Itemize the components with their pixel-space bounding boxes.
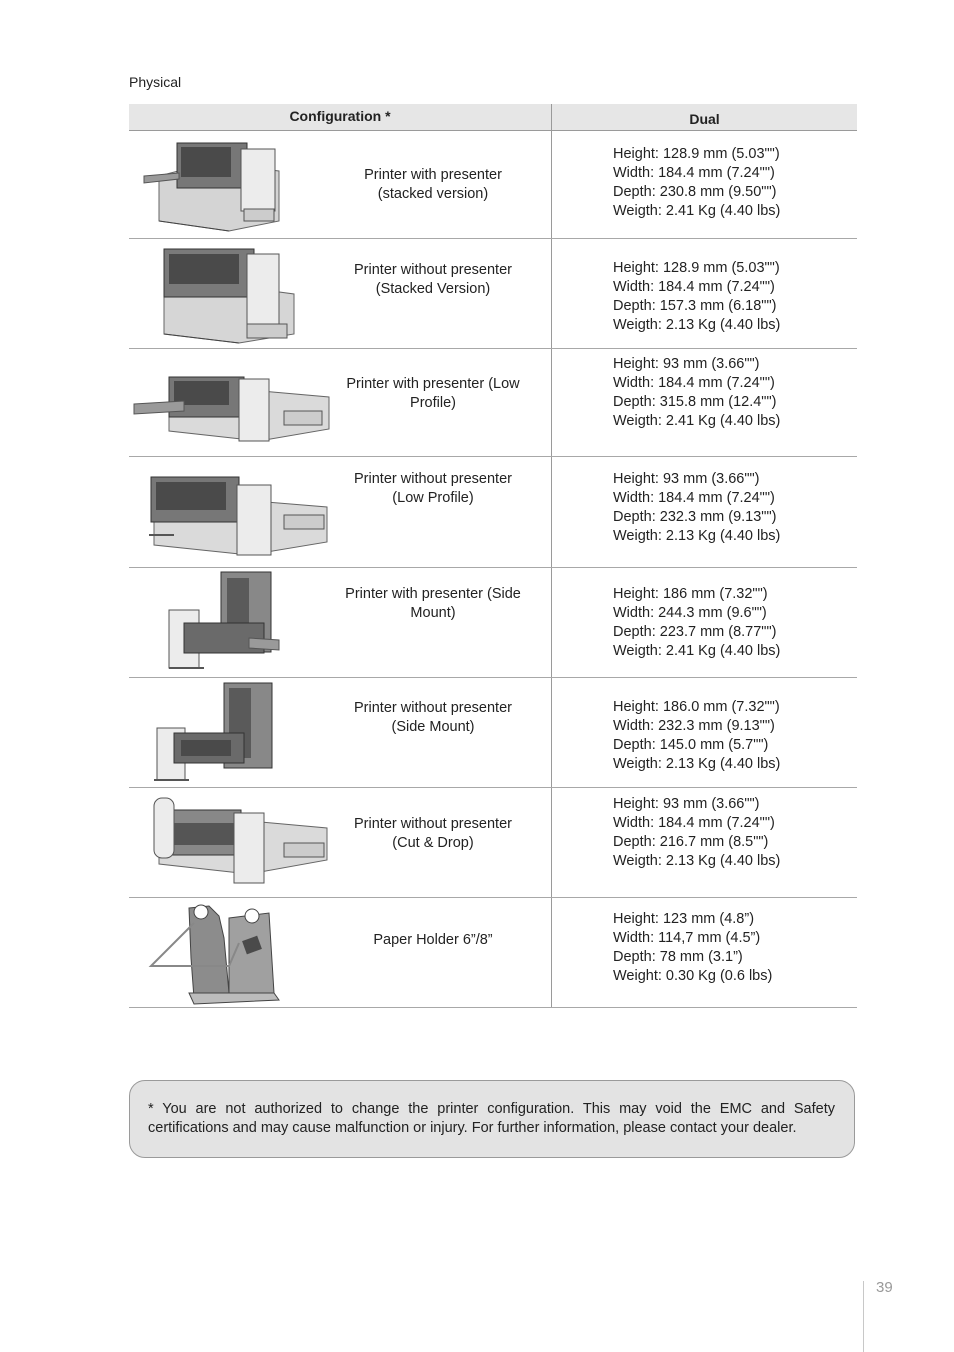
page-number-divider — [863, 1281, 864, 1352]
table-row — [129, 457, 857, 568]
depth-value: Depth: 230.8 mm (9.50"") — [613, 184, 777, 200]
dimensions — [613, 795, 780, 871]
weight-value: Weigth: 2.13 Kg (4.40 lbs) — [613, 528, 781, 544]
column-divider — [551, 678, 552, 787]
weight-value: Weight: 0.30 Kg (0.6 lbs) — [613, 968, 773, 984]
table-row — [129, 349, 857, 457]
config-label: Printer with presenter (Side Mount) — [345, 586, 521, 621]
height-value: Height: 186 mm (7.32"") — [613, 586, 768, 602]
width-value: Width: 184.4 mm (7.24"") — [613, 165, 775, 181]
header-configuration: Configuration * — [289, 108, 391, 124]
width-value: Width: 184.4 mm (7.24"") — [613, 815, 775, 831]
depth-value: Depth: 216.7 mm (8.5"") — [613, 834, 769, 850]
width-value: Width: 114,7 mm (4.5”) — [613, 930, 761, 946]
dimensions — [613, 259, 780, 335]
table-row — [129, 239, 857, 349]
header-dual: Dual — [689, 111, 720, 127]
config-label: Printer without presenter (Cut & Drop) — [354, 816, 512, 851]
dimensions — [613, 698, 780, 774]
table-row — [129, 568, 857, 678]
depth-value: Depth: 315.8 mm (12.4"") — [613, 394, 777, 410]
height-value: Height: 128.9 mm (5.03"") — [613, 146, 780, 162]
height-value: Height: 123 mm (4.8”) — [613, 911, 755, 927]
column-divider — [551, 457, 552, 567]
weight-value: Weigth: 2.41 Kg (4.40 lbs) — [613, 203, 781, 219]
width-value: Width: 184.4 mm (7.24"") — [613, 279, 775, 295]
width-value: Width: 184.4 mm (7.24"") — [613, 490, 775, 506]
printer-with-presenter-side-mount-image — [129, 568, 339, 677]
height-value: Height: 186.0 mm (7.32"") — [613, 699, 780, 715]
printer-without-presenter-low-profile-image — [129, 457, 339, 567]
printer-with-presenter-low-profile-image — [129, 349, 339, 456]
column-divider — [551, 349, 552, 456]
column-divider — [551, 568, 552, 677]
weight-value: Weigth: 2.13 Kg (4.40 lbs) — [613, 317, 781, 333]
config-label: Printer with presenter (Low Profile) — [346, 376, 520, 411]
column-divider — [551, 898, 552, 1007]
config-label: Printer without presenter (Low Profile) — [354, 471, 512, 506]
column-divider — [551, 131, 552, 238]
width-value: Width: 184.4 mm (7.24"") — [613, 375, 775, 391]
page-number: 39 — [876, 1279, 893, 1296]
column-divider — [551, 239, 552, 348]
config-label: Printer without presenter (Stacked Version) — [354, 262, 512, 297]
dimensions — [613, 145, 780, 221]
width-value: Width: 232.3 mm (9.13"") — [613, 718, 775, 734]
depth-value: Depth: 145.0 mm (5.7"") — [613, 737, 769, 753]
height-value: Height: 93 mm (3.66"") — [613, 471, 760, 487]
config-label: Printer with presenter (stacked version) — [364, 167, 502, 202]
table-row — [129, 131, 857, 239]
dimensions — [613, 585, 780, 661]
weight-value: Weigth: 2.13 Kg (4.40 lbs) — [613, 853, 781, 869]
height-value: Height: 93 mm (3.66"") — [613, 356, 760, 372]
dimensions — [613, 910, 772, 986]
column-divider — [551, 788, 552, 897]
dimensions — [613, 355, 780, 431]
height-value: Height: 93 mm (3.66"") — [613, 796, 760, 812]
physical-spec-table — [129, 104, 857, 1008]
weight-value: Weigth: 2.41 Kg (4.40 lbs) — [613, 413, 781, 429]
paper-holder-image — [129, 898, 339, 1007]
section-title: Physical — [129, 74, 182, 90]
table-row — [129, 898, 857, 1008]
depth-value: Depth: 157.3 mm (6.18"") — [613, 298, 777, 314]
depth-value: Depth: 223.7 mm (8.77"") — [613, 624, 777, 640]
depth-value: Depth: 232.3 mm (9.13"") — [613, 509, 777, 525]
config-label: Paper Holder 6”/8” — [373, 932, 493, 948]
dimensions — [613, 470, 780, 546]
table-row — [129, 678, 857, 788]
configuration-warning-note: * You are not authorized to change the printer configuration. This may void the EMC and Safety certifications and may cause malfunction or injury. For further information, please contact your dealer. — [129, 1080, 855, 1158]
height-value: Height: 128.9 mm (5.03"") — [613, 260, 780, 276]
table-row — [129, 788, 857, 898]
weight-value: Weigth: 2.41 Kg (4.40 lbs) — [613, 643, 781, 659]
printer-without-presenter-side-mount-image — [129, 678, 339, 787]
width-value: Width: 244.3 mm (9.6"") — [613, 605, 767, 621]
printer-without-presenter-cut-drop-image — [129, 788, 339, 897]
table-header — [129, 104, 857, 131]
printer-with-presenter-stacked-image — [129, 131, 339, 238]
config-label: Printer without presenter (Side Mount) — [354, 700, 512, 735]
printer-without-presenter-stacked-image — [129, 239, 339, 348]
depth-value: Depth: 78 mm (3.1”) — [613, 949, 743, 965]
weight-value: Weigth: 2.13 Kg (4.40 lbs) — [613, 756, 781, 772]
